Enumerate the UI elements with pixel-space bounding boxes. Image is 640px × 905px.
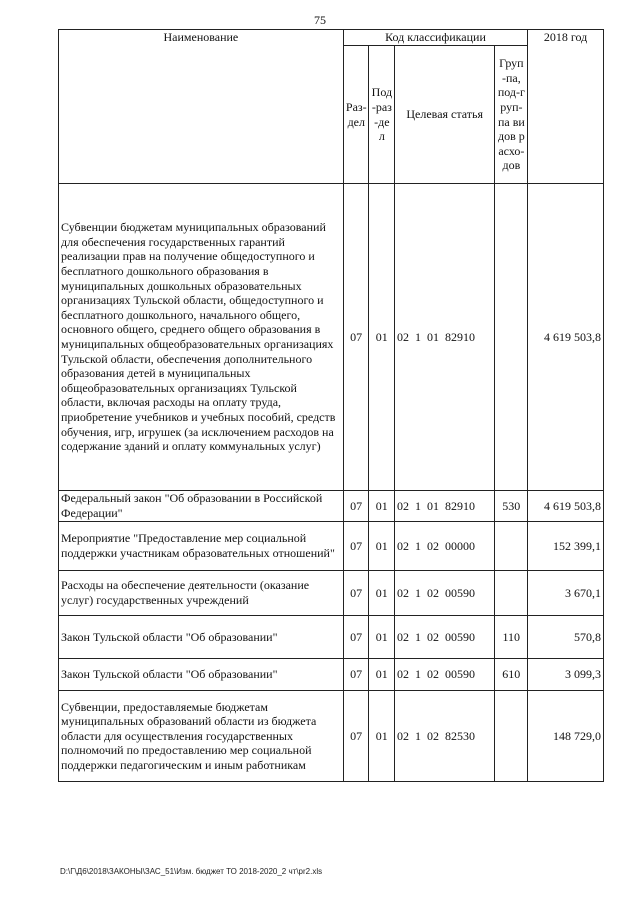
row-vid <box>495 522 528 571</box>
row-podrazdel: 01 <box>369 659 395 691</box>
table-row <box>59 184 604 491</box>
row-vid: 530 <box>495 491 528 522</box>
table-row <box>59 571 604 616</box>
row-podrazdel: 01 <box>369 491 395 522</box>
table-row <box>59 616 604 659</box>
row-sum: 4 619 503,8 <box>528 184 604 491</box>
row-vid: 110 <box>495 616 528 659</box>
row-razdel: 07 <box>343 659 369 691</box>
row-name: Закон Тульской области "Об образовании" <box>59 616 344 659</box>
row-vid <box>495 184 528 491</box>
row-sum: 148 729,0 <box>528 691 604 782</box>
table-row <box>59 659 604 691</box>
row-vid <box>495 571 528 616</box>
header-name: Наименование <box>59 30 344 184</box>
header-year: 2018 год <box>528 30 604 184</box>
row-vid: 610 <box>495 659 528 691</box>
row-stat: 02 1 01 82910 <box>395 491 495 522</box>
row-stat: 02 1 02 00590 <box>395 616 495 659</box>
row-name: Федеральный закон "Об образовании в Российской Федерации" <box>59 491 344 522</box>
budget-table <box>58 29 604 782</box>
row-sum: 152 399,1 <box>528 522 604 571</box>
header-code-group: Код классификации <box>343 30 527 46</box>
row-razdel: 07 <box>343 691 369 782</box>
row-podrazdel: 01 <box>369 616 395 659</box>
row-razdel: 07 <box>343 491 369 522</box>
header-vid <box>495 46 528 184</box>
row-stat: 02 1 02 00590 <box>395 659 495 691</box>
header-podrazdel <box>369 46 395 184</box>
header-stat: Целевая статья <box>395 46 495 184</box>
row-name: Мероприятие "Предоставление мер социальной поддержки участникам образовательных отношений" <box>59 522 344 571</box>
table-row <box>59 522 604 571</box>
row-sum: 4 619 503,8 <box>528 491 604 522</box>
row-stat: 02 1 02 00590 <box>395 571 495 616</box>
header-vid-text: Груп-па, под-груп-па видов расхо-дов <box>497 56 525 173</box>
row-razdel: 07 <box>343 184 369 491</box>
row-razdel: 07 <box>343 616 369 659</box>
page-number: 75 <box>314 13 326 27</box>
row-razdel: 07 <box>343 522 369 571</box>
row-sum: 3 099,3 <box>528 659 604 691</box>
row-stat: 02 1 02 00000 <box>395 522 495 571</box>
header-razdel <box>343 46 369 184</box>
table-row <box>59 691 604 782</box>
row-name: Субвенции, предоставляемые бюджетам муниципальных образований области из бюджета области для осуществления государственных полномочий по предоставлению мер социальной поддержки педагогическим и иным работникам <box>59 691 344 782</box>
row-razdel: 07 <box>343 571 369 616</box>
row-podrazdel: 01 <box>369 571 395 616</box>
table-row <box>59 491 604 522</box>
row-podrazdel: 01 <box>369 522 395 571</box>
header-podrazdel-text: Под-раз-дел <box>371 85 393 144</box>
row-stat: 02 1 02 82530 <box>395 691 495 782</box>
row-stat: 02 1 01 82910 <box>395 184 495 491</box>
row-name: Расходы на обеспечение деятельности (оказание услуг) государственных учреждений <box>59 571 344 616</box>
row-podrazdel: 01 <box>369 691 395 782</box>
row-name: Субвенции бюджетам муниципальных образований для обеспечения государственных гарантий реализации прав на получение общедоступного и бесплатного дошкольного образования в муниципальных дошкольных образовательных организациях Тульской области, общедоступного и бесплатного дошкольного, начального общего, основного общего, среднего общего образования в муниципальных общеобразовательных организациях Тульской области, обеспечения дополнительного образования детей в муниципальных общеобразовательных организациях Тульской области, включая расходы на оплату труда, приобретение учебников и учебных пособий, средств обучения, игр, игрушек (за исключением расходов на содержание зданий и оплату коммунальных услуг) <box>59 184 344 491</box>
file-path-footer: D:\Г\Д6\2018\ЗАКОНЫ\ЗАС_51\Изм. бюджет ТО 2018-2020_2 чт\pr2.xls <box>60 867 323 876</box>
row-vid <box>495 691 528 782</box>
row-sum: 570,8 <box>528 616 604 659</box>
row-name: Закон Тульской области "Об образовании" <box>59 659 344 691</box>
row-podrazdel: 01 <box>369 184 395 491</box>
header-razdel-text: Раз-дел <box>345 99 367 129</box>
row-sum: 3 670,1 <box>528 571 604 616</box>
